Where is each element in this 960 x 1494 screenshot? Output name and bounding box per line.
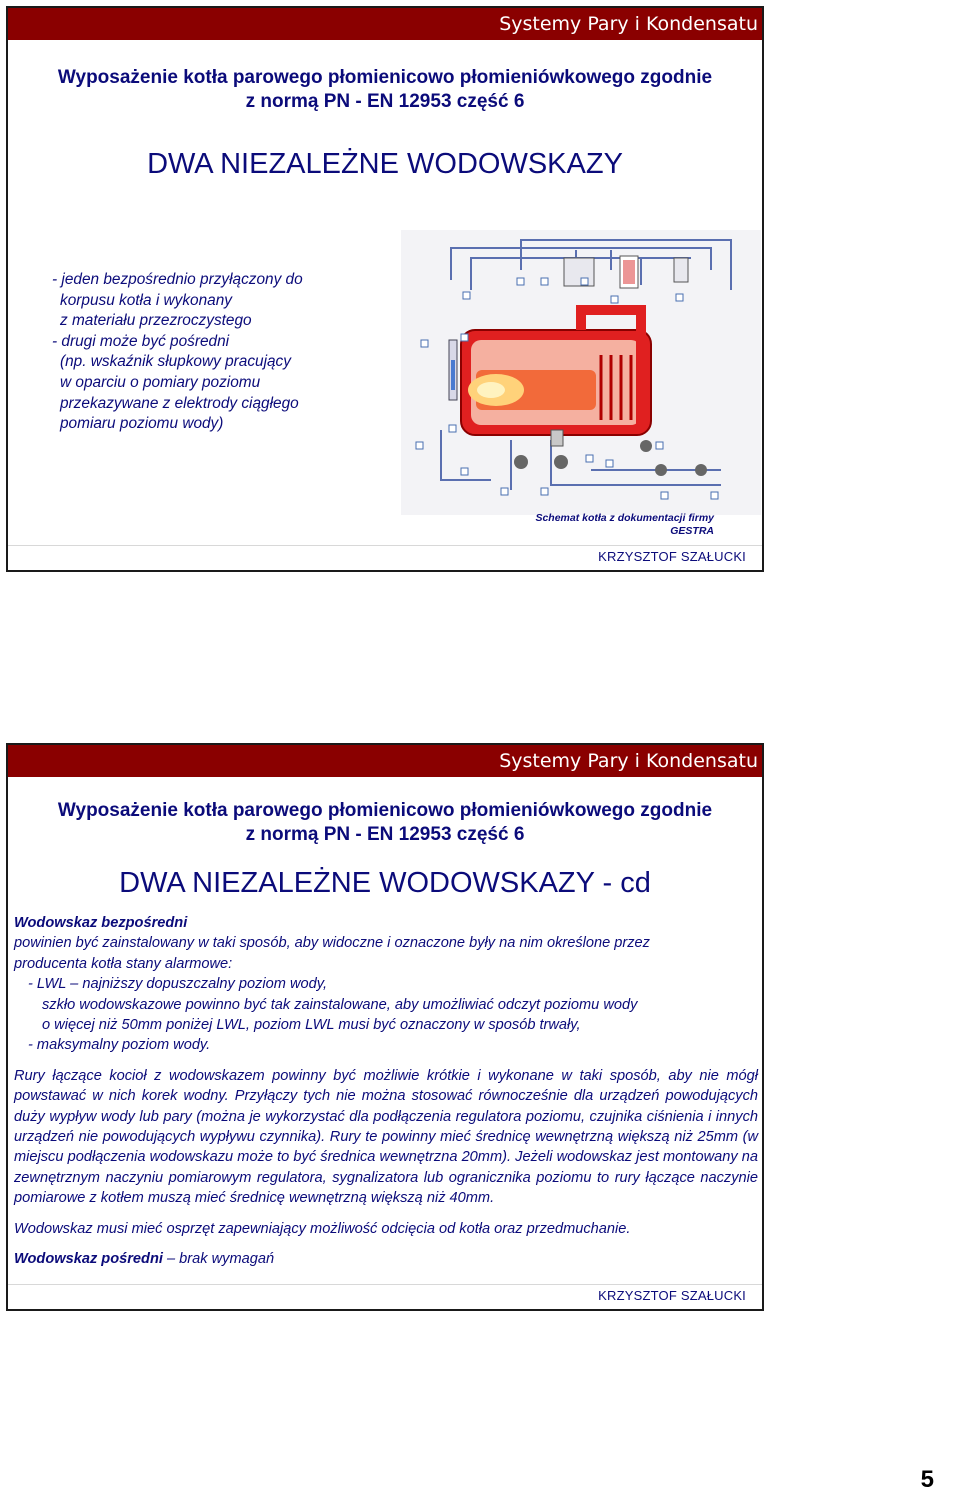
list-item: korpusu kotła i wykonany — [60, 291, 232, 309]
list-item: - drugi może być pośredni — [52, 332, 230, 350]
figure-caption — [535, 512, 714, 538]
paragraph: Wodowskaz musi mieć osprzęt zapewniający możliwość odcięcia od kotła oraz przedmuchanie. — [14, 1220, 631, 1237]
caption-line-1: Schemat kotła z dokumentacji firmy — [535, 512, 714, 524]
title-line-2: z normą PN - EN 12953 część 6 — [245, 91, 525, 112]
paragraph-line: producenta kotła stany alarmowe: — [14, 955, 233, 972]
slide-1 — [6, 6, 764, 572]
list-item: w oparciu o pomiary poziomu — [60, 373, 261, 391]
control-panel-icon — [564, 258, 594, 286]
subheading-direct: Wodowskaz bezpośredni — [14, 915, 188, 931]
list-item: przekazywane z elektrody ciągłego — [60, 394, 299, 412]
slide-title — [8, 66, 762, 114]
slide-heading: DWA NIEZALEŻNE WODOWSKAZY — [147, 148, 623, 180]
indirect-note-text: – brak wymagań — [162, 1251, 275, 1268]
title-line-2: z normą PN - EN 12953 część 6 — [245, 824, 525, 845]
paragraph-line: powinien być zainstalowany w taki sposób, aby widoczne i oznaczone były na nim określone przez — [14, 935, 650, 952]
slide-footer: KRZYSZTOF SZAŁUCKI — [598, 1288, 746, 1303]
list-item: (np. wskaźnik słupkowy pracujący — [60, 353, 291, 371]
title-line-1: Wyposażenie kotła parowego płomienicowo płomieniówkowego zgodnie — [57, 67, 713, 88]
footer-divider — [8, 1284, 762, 1285]
slide-header: Systemy Pary i Kondensatu — [8, 8, 762, 40]
bullet-list — [52, 270, 372, 435]
caption-line-2: GESTRA — [670, 525, 714, 537]
title-line-1: Wyposażenie kotła parowego płomienicowo płomieniówkowego zgodnie — [57, 800, 713, 821]
list-item: pomiaru poziomu wody) — [60, 415, 224, 433]
paragraph-line: - LWL – najniższy dopuszczalny poziom wody, — [28, 976, 328, 993]
paragraph: Rury łączące kocioł z wodowskazem powinny być możliwie krótkie i wykonane w taki sposób, aby nie mógł powstawać w nich korek wodny. Przyłączy tych nie można stosować równocześnie dla urządzeń powodujących duży wypływ wody lub pary (można je wykorzystać dla podłączenia regulatora poziomu, czujnika ciśnienia i innych urządzeń nie powodujących wypływu czynnika). Rury te powinny mieć średnicę wewnętrzną większą niż 25mm (w miejscu podłączenia wodowskazu może to być średnica wewnętrzna 20mm). Jeżeli wodowskaz jest montowany na zewnętrznym naczyniu pomiarowym regulatora, sygnalizatora lub ogranicznika poziomu to rury łączące naczynie pomiarowe z kotłem muszą mieć średnicę wewnętrzną większą niż 40mm. — [14, 1067, 758, 1207]
indirect-note — [14, 1249, 758, 1269]
slide-footer: KRZYSZTOF SZAŁUCKI — [598, 549, 746, 564]
paragraph-line: - maksymalny poziom wody. — [28, 1037, 211, 1054]
page-number: 5 — [920, 1466, 934, 1493]
list-item: z materiału przezroczystego — [60, 312, 252, 330]
list-item: - jeden bezpośrednio przyłączony do — [52, 271, 303, 288]
slide-body — [14, 913, 758, 1270]
subheading-indirect: Wodowskaz pośredni — [14, 1251, 163, 1268]
paragraph-line: o więcej niż 50mm poniżej LWL, poziom LWL musi być oznaczony w sposób trwały, — [42, 1017, 581, 1034]
slide-heading: DWA NIEZALEŻNE WODOWSKAZY - cd — [119, 867, 651, 899]
slide-2 — [6, 743, 764, 1311]
slide-title — [8, 799, 762, 847]
footer-divider — [8, 545, 762, 546]
slide-header: Systemy Pary i Kondensatu — [8, 745, 762, 777]
paragraph-line: szkło wodowskazowe powinno być tak zainstalowane, aby umożliwiać odczyt poziomu wody — [42, 996, 638, 1013]
boiler-schematic-image — [401, 230, 761, 515]
